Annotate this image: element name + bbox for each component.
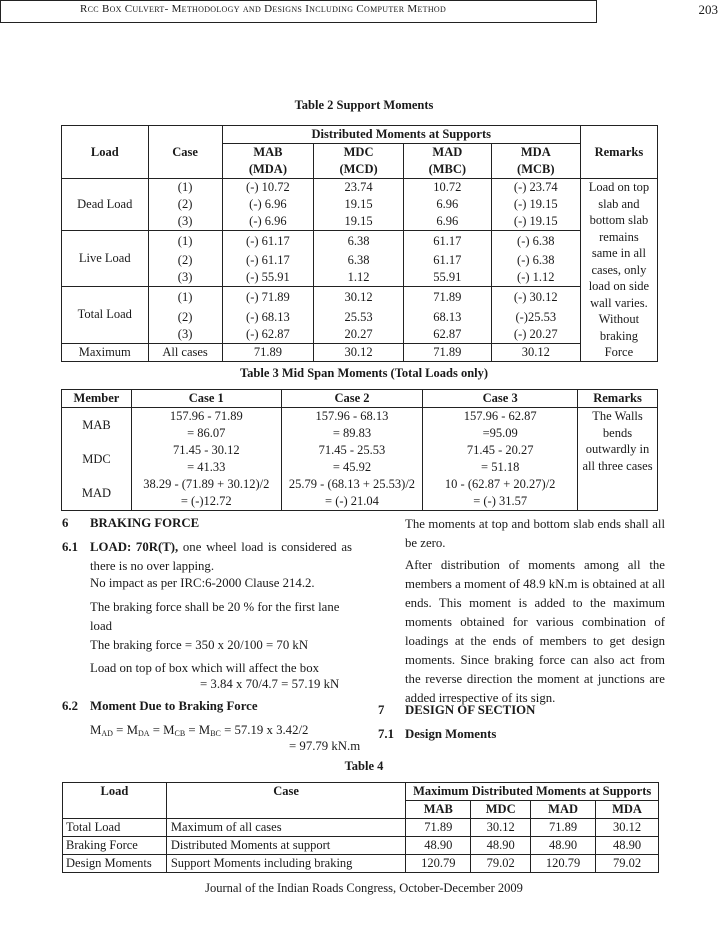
h-load: Load xyxy=(62,126,149,179)
table-row xyxy=(62,326,658,344)
para-braking-force: The braking force = 350 x 20/100 = 70 kN xyxy=(90,638,309,652)
value-cell: 38.29 - (71.89 + 30.12)/2 = (-)12.72 xyxy=(131,476,281,511)
value-cell: 30.12 xyxy=(491,343,580,361)
table-row xyxy=(62,343,658,361)
mid-span-moments-table xyxy=(61,389,658,511)
member-cell: MAD xyxy=(62,476,132,511)
value-cell: 25.53 xyxy=(314,309,404,326)
value-cell: (-) 71.89 xyxy=(222,287,314,309)
col-mab: MAB xyxy=(406,801,471,819)
table4-caption: Table 4 xyxy=(344,759,384,773)
equation-result: = 97.79 kN.m xyxy=(289,739,361,753)
table-row xyxy=(62,179,658,197)
value-cell: 71.89 xyxy=(531,819,596,837)
h-case: Case xyxy=(148,126,222,179)
s6-title: BRAKING FORCE xyxy=(90,516,200,530)
load-label: Dead Load xyxy=(62,179,149,231)
value-cell: 20.27 xyxy=(314,326,404,344)
col-alt-mbc: (MBC) xyxy=(403,161,491,179)
header-title: Rcc Box Culvert- Methodology and Designs Including Computer Method xyxy=(80,3,447,15)
value-cell: 48.90 xyxy=(406,837,471,855)
h-case2: Case 2 xyxy=(281,390,423,408)
journal-footer: Journal of the Indian Roads Congress, October-December 2009 xyxy=(205,881,523,895)
value-cell: (-) 6.96 xyxy=(222,196,314,213)
table-row xyxy=(62,196,658,213)
value-cell: 157.96 - 71.89 = 86.07 xyxy=(131,408,281,443)
value-cell: 19.15 xyxy=(314,213,404,231)
case-cell: (2) xyxy=(148,252,222,269)
value-cell: (-) 55.91 xyxy=(222,269,314,287)
h-member: Member xyxy=(62,390,132,408)
member-cell: MDC xyxy=(62,442,132,476)
value-cell: 30.12 xyxy=(314,287,404,309)
value-cell: (-)25.53 xyxy=(491,309,580,326)
s6-num: 6 xyxy=(62,516,69,530)
case-cell: Distributed Moments at support xyxy=(166,837,405,855)
value-cell: 6.96 xyxy=(403,213,491,231)
value-cell: (-) 61.17 xyxy=(222,231,314,253)
col-alt-mcd: (MCD) xyxy=(314,161,404,179)
value-cell: (-) 6.96 xyxy=(222,213,314,231)
para-impact: No impact as per IRC:6-2000 Clause 214.2. xyxy=(90,576,315,590)
value-cell: (-) 6.38 xyxy=(491,231,580,253)
value-cell: 48.90 xyxy=(531,837,596,855)
value-cell: 6.96 xyxy=(403,196,491,213)
value-cell: 23.74 xyxy=(314,179,404,197)
value-cell: 71.89 xyxy=(222,343,314,361)
case-cell: All cases xyxy=(148,343,222,361)
col-mad: MAD xyxy=(531,801,596,819)
load-label: Maximum xyxy=(62,343,149,361)
value-cell: 71.89 xyxy=(403,287,491,309)
case-cell: (3) xyxy=(148,326,222,344)
value-cell: (-) 20.27 xyxy=(491,326,580,344)
value-cell: 71.45 - 25.53 = 45.92 xyxy=(281,442,423,476)
col-alt-mda: (MDA) xyxy=(222,161,314,179)
value-cell: (-) 23.74 xyxy=(491,179,580,197)
load-label: Total Load xyxy=(62,287,149,343)
value-cell: 79.02 xyxy=(596,855,659,873)
s7-num: 7 xyxy=(378,703,385,717)
value-cell: 71.89 xyxy=(406,819,471,837)
col-mad: MAD xyxy=(403,144,491,162)
s62-title: Moment Due to Braking Force xyxy=(90,699,258,713)
value-cell: 71.89 xyxy=(403,343,491,361)
table-row xyxy=(63,819,659,837)
value-cell: (-) 19.15 xyxy=(491,196,580,213)
member-cell: MAB xyxy=(62,408,132,443)
table-row xyxy=(62,309,658,326)
equation-moment: $M_{AD} = M_{DA} = M_{CB} = M_{BC} = 57.19$ x 3.42/2 xyxy=(90,723,309,738)
value-cell: (-) 6.38 xyxy=(491,252,580,269)
value-cell: 48.90 xyxy=(471,837,531,855)
value-cell: 68.13 xyxy=(403,309,491,326)
h-case3: Case 3 xyxy=(423,390,578,408)
value-cell: 71.45 - 30.12 = 41.33 xyxy=(131,442,281,476)
table2-caption: Table 2 Support Moments xyxy=(294,98,434,112)
para-load-top-eq: = 3.84 x 70/4.7 = 57.19 kN xyxy=(200,677,340,691)
value-cell: (-) 1.12 xyxy=(491,269,580,287)
case-cell: (3) xyxy=(148,269,222,287)
value-cell: 48.90 xyxy=(596,837,659,855)
table3-caption: Table 3 Mid Span Moments (Total Loads only) xyxy=(239,366,489,380)
value-cell: (-) 30.12 xyxy=(491,287,580,309)
table-row xyxy=(63,855,659,873)
case-cell: (3) xyxy=(148,213,222,231)
s61-para: LOAD: 70R(T), one wheel load is considered as there is no over lapping. xyxy=(90,540,353,573)
h-remarks: Remarks xyxy=(578,390,658,408)
s7-title: DESIGN OF SECTION xyxy=(405,703,536,717)
page-number: 203 xyxy=(698,2,718,17)
value-cell: (-) 19.15 xyxy=(491,213,580,231)
value-cell: 79.02 xyxy=(471,855,531,873)
h-remarks: Remarks xyxy=(580,126,657,179)
remarks-cell: Load on top slab and bottom slab remains same in all cases, only load on side wall varies. Without braking Force xyxy=(580,179,657,362)
s71-num: 7.1 xyxy=(378,727,394,741)
value-cell: 6.38 xyxy=(314,252,404,269)
value-cell: (-) 62.87 xyxy=(222,326,314,344)
value-cell: 55.91 xyxy=(403,269,491,287)
table-row xyxy=(63,837,659,855)
load-cell: Braking Force xyxy=(63,837,167,855)
value-cell: 1.12 xyxy=(314,269,404,287)
para-load-top: Load on top of box which will affect the box xyxy=(90,661,319,675)
para-braking-20: The braking force shall be 20 % for the first lane load xyxy=(90,600,340,633)
s61-num: 6.1 xyxy=(62,540,78,554)
h-load: Load xyxy=(63,783,167,819)
table-row xyxy=(62,476,658,511)
value-cell: 6.38 xyxy=(314,231,404,253)
col-mda: MDA xyxy=(596,801,659,819)
value-cell: 25.79 - (68.13 + 25.53)/2 = (-) 21.04 xyxy=(281,476,423,511)
table-row xyxy=(62,213,658,231)
table-row xyxy=(62,408,658,443)
s71-title: Design Moments xyxy=(405,727,497,741)
load-cell: Total Load xyxy=(63,819,167,837)
col-mab: MAB xyxy=(222,144,314,162)
case-cell: (2) xyxy=(148,309,222,326)
value-cell: 61.17 xyxy=(403,252,491,269)
h-case1: Case 1 xyxy=(131,390,281,408)
case-cell: (1) xyxy=(148,287,222,309)
value-cell: 19.15 xyxy=(314,196,404,213)
value-cell: 62.87 xyxy=(403,326,491,344)
design-moments-table xyxy=(62,782,659,873)
col-mdc: MDC xyxy=(314,144,404,162)
h-group: Distributed Moments at Supports xyxy=(222,126,580,144)
value-cell: 120.79 xyxy=(406,855,471,873)
h-case: Case xyxy=(166,783,405,819)
table-row xyxy=(62,252,658,269)
support-moments-table xyxy=(61,125,658,362)
running-header xyxy=(0,0,718,23)
remarks-cell: The Walls bends outwardly in all three cases xyxy=(578,408,658,511)
value-cell: 61.17 xyxy=(403,231,491,253)
value-cell: 71.45 - 20.27 = 51.18 xyxy=(423,442,578,476)
col-mdc: MDC xyxy=(471,801,531,819)
case-cell: (1) xyxy=(148,179,222,197)
value-cell: 30.12 xyxy=(471,819,531,837)
value-cell: 157.96 - 62.87 =95.09 xyxy=(423,408,578,443)
table-row xyxy=(62,442,658,476)
para-zero-moments: The moments at top and bottom slab ends shall all be zero. xyxy=(405,517,665,550)
value-cell: (-) 61.17 xyxy=(222,252,314,269)
value-cell: (-) 10.72 xyxy=(222,179,314,197)
col-mda: MDA xyxy=(491,144,580,162)
load-cell: Design Moments xyxy=(63,855,167,873)
h-group: Maximum Distributed Moments at Supports xyxy=(406,783,659,801)
case-cell: (2) xyxy=(148,196,222,213)
table-row xyxy=(62,231,658,253)
table-row xyxy=(62,269,658,287)
s62-num: 6.2 xyxy=(62,699,78,713)
col-alt-mcb: (MCB) xyxy=(491,161,580,179)
load-label: Live Load xyxy=(62,231,149,287)
table-row xyxy=(62,287,658,309)
value-cell: 30.12 xyxy=(596,819,659,837)
value-cell: 157.96 - 68.13 = 89.83 xyxy=(281,408,423,443)
value-cell: 120.79 xyxy=(531,855,596,873)
case-cell: Support Moments including braking xyxy=(166,855,405,873)
value-cell: 30.12 xyxy=(314,343,404,361)
value-cell: 10.72 xyxy=(403,179,491,197)
case-cell: (1) xyxy=(148,231,222,253)
para-distribution: After distribution of moments among all the members a moment of 48.9 kN.m is obtained at all ends. This moment is added to the maximum moments obtained for various combination of loadings at the ends of members to get design moments. Since braking force can also act from the reverse direction the moment at junctions are added irrespective of its sign. xyxy=(405,558,665,705)
value-cell: 10 - (62.87 + 20.27)/2 = (-) 31.57 xyxy=(423,476,578,511)
value-cell: (-) 68.13 xyxy=(222,309,314,326)
case-cell: Maximum of all cases xyxy=(166,819,405,837)
